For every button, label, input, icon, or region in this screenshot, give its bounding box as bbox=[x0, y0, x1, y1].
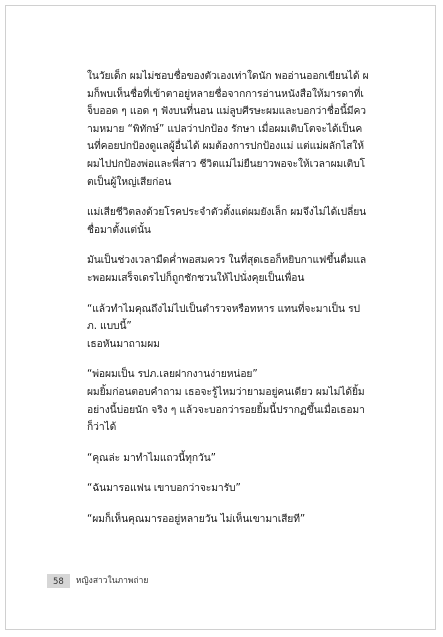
paragraph-3: มันเป็นช่วงเวลามืดค่ำพอสมควร ในที่สุดเธอก็หยิบกาแฟขึ้นดื่มและพอผมเสร็จเดรไปก็ถูกชักชวนให้ไปนั่งคุยเป็นเพื่อน bbox=[87, 254, 367, 284]
paragraph-2: แม่เสียชีวิตลงด้วยโรคประจำตัวตั้งแต่ผมยังเล็ก ผมจึงไม่ได้เปลี่ยนชื่อมาตั้งแต่นั้น bbox=[87, 206, 367, 236]
paragraph-4: “แล้วทำไมคุณถึงไม่ไปเป็นตำรวจหรือทหาร แทนที่จะมาเป็น รปภ. แบบนี้” เธอหันมาถามผม bbox=[87, 302, 360, 350]
body-text bbox=[87, 68, 369, 541]
running-title: หญิงสาวในภาพถ่าย bbox=[75, 576, 149, 586]
paragraph-7: “ฉันมารอแฟน เขาบอกว่าจะมารับ” bbox=[87, 482, 241, 495]
page-footer bbox=[47, 573, 148, 589]
paragraph-8: “ผมก็เห็นคุณมารออยู่หลายวัน ไม่เห็นเขามาเสียที” bbox=[87, 512, 306, 525]
paragraph-5: “พ่อผมเป็น รปภ.เลยฝากงานง่ายหน่อย” ผมยิ้มก่อนตอบคำถาม เธอจะรู้ไหมว่ายามอยู่คนเดียว ผมไม่ได้ยิ้มอย่างนี้บ่อยนัก จริง ๆ แล้วจะบอกว่ารอยยิ้มนี้ปรากฏขึ้นเมื่อเธอมาก็ว่าได้ bbox=[87, 368, 365, 434]
page-number: 58 bbox=[47, 574, 70, 588]
paragraph-6: “คุณล่ะ มาทำไมแถวนี้ทุกวัน” bbox=[87, 451, 216, 464]
paragraph-1: ในวัยเด็ก ผมไม่ชอบชื่อของตัวเองเท่าใดนัก พออ่านออกเขียนได้ ผมก็พบเห็นชื่อที่เข้าตาอยู่หลายชื่อจากการอ่านหนังสือให้มารดาที่เจ็บออด ๆ แอด ๆ ฟังบนที่นอน แม่ลูบศีรษะผมและบอกว่าชื่อนี้มีความหมาย “พิทักษ์” แปลว่าปกป้อง รักษา เมื่อผมเติบโตจะได้เป็นคนที่คอยปกป้องดูแลผู้อื่นได้ ผมต้องการปกป้องแม่ แต่แม่ผลักไสให้ผมไปปกป้องพ่อและพี่สาว ชีวิตแม่ไม่ยืนยาวพอจะให้เวลาผมเติบโตเป็นผู้ใหญ่เสียก่อน bbox=[87, 70, 369, 188]
